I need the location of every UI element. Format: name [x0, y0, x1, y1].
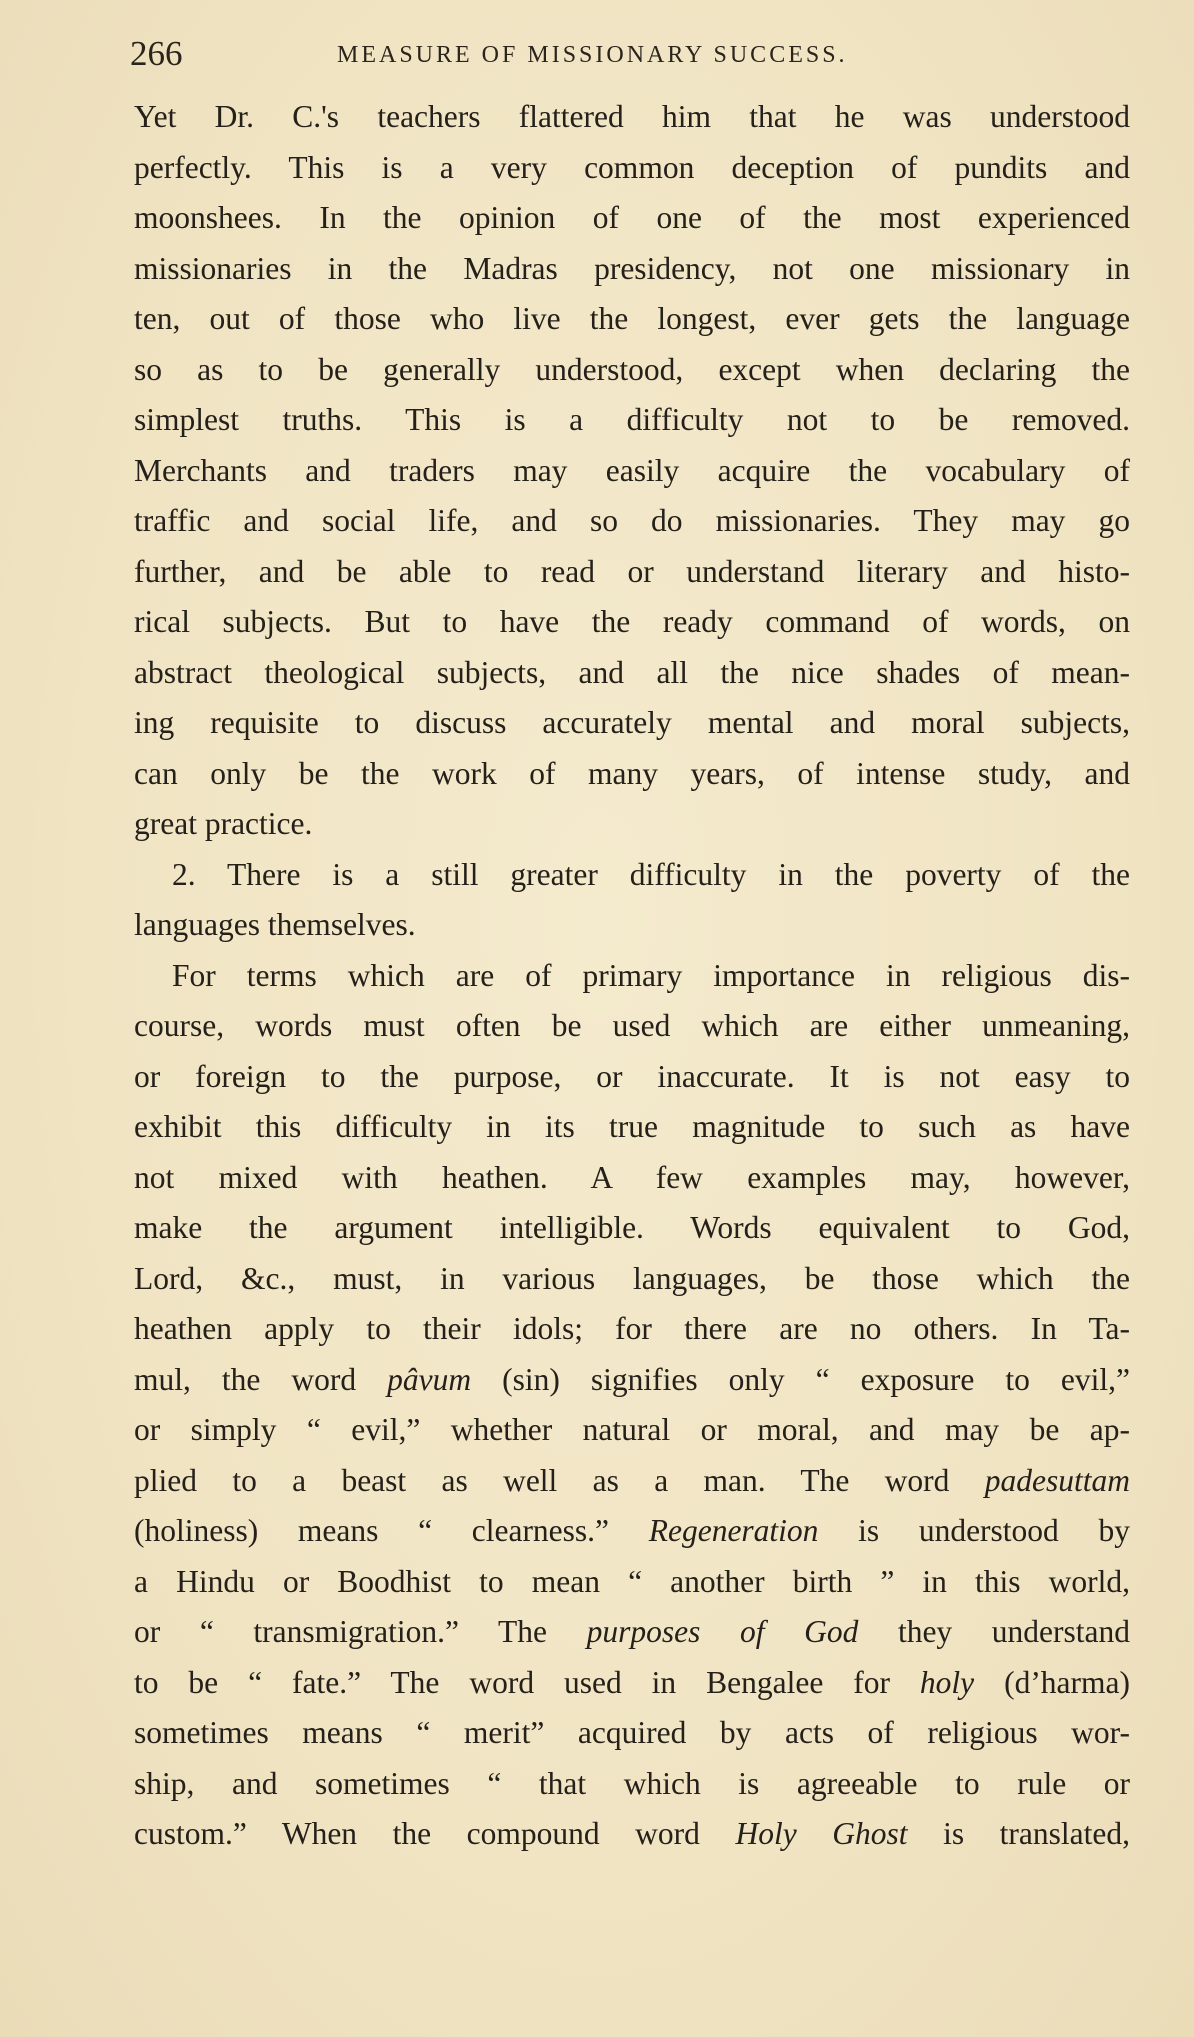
text-line: Yet Dr. C.'s teachers flattered him that he was understood — [134, 99, 1130, 134]
text-line: can only be the work of many years, of intense study, and — [134, 755, 1130, 791]
text-line: make the argument intelligible. Words equivalent to God, — [134, 1210, 1130, 1245]
italic-term: purposes of God — [586, 1614, 859, 1649]
text-segment: is translated, — [943, 1816, 1130, 1851]
text-line — [134, 1658, 1130, 1709]
text-line: simplest truths. This is a difficulty not to be removed. — [134, 402, 1130, 437]
text-line: or simply “ evil,” whether natural or moral, and may be ap- — [134, 1412, 1130, 1447]
text-line — [134, 1809, 1130, 1860]
page-number: 266 — [130, 34, 183, 73]
text-segment: custom.” When the compound word — [134, 1816, 700, 1851]
text-line: heathen apply to their idols; for there are no others. In Ta- — [134, 1311, 1130, 1346]
text-line: Merchants and traders may easily acquire the vocabulary of — [134, 452, 1130, 488]
text-segment: mul, the word — [134, 1361, 357, 1397]
text-segment: is understood by — [858, 1513, 1130, 1548]
italic-term: Regeneration — [648, 1513, 819, 1548]
text-line — [134, 1607, 1130, 1658]
text-line: further, and be able to read or understand literary and histo- — [134, 553, 1130, 589]
text-line: rical subjects. But to have the ready command of words, on — [134, 604, 1130, 639]
text-line: moonshees. In the opinion of one of the most experienced — [134, 200, 1130, 235]
text-line: For terms which are of primary importance in religious dis- — [172, 957, 1130, 993]
text-segment: they understand — [897, 1614, 1130, 1649]
text-line: great practice. — [134, 806, 313, 841]
text-segment: (d’harma) — [1004, 1664, 1130, 1700]
text-line: not mixed with heathen. A few examples may, however, — [134, 1159, 1130, 1195]
italic-term: pâvum — [387, 1361, 472, 1397]
body-text — [134, 92, 1130, 1860]
text-segment: to be “ fate.” The word used in Bengalee for — [134, 1664, 890, 1700]
text-line: abstract theological subjects, and all the nice shades of mean- — [134, 654, 1130, 690]
italic-term: padesuttam — [984, 1462, 1130, 1498]
running-head — [130, 34, 1130, 78]
text-segment: plied to a beast as well as a man. The word — [134, 1462, 950, 1498]
text-line: Lord, &c., must, in various languages, be those which the — [134, 1260, 1130, 1296]
text-segment: or “ transmigration.” The — [134, 1614, 548, 1649]
text-line: course, words must often be used which are either unmeaning, — [134, 1008, 1130, 1043]
text-segment: (sin) signifies only “ exposure to evil,” — [502, 1361, 1130, 1397]
text-line: so as to be generally understood, except when declaring the — [134, 351, 1130, 387]
text-line: missionaries in the Madras presidency, not one missionary in — [134, 250, 1130, 286]
italic-term: holy — [919, 1664, 975, 1700]
text-line: a Hindu or Boodhist to mean “ another birth ” in this world, — [134, 1563, 1130, 1599]
text-line: 2. There is a still greater difficulty in the poverty of the — [172, 856, 1130, 892]
text-line: perfectly. This is a very common deception of pundits and — [134, 149, 1130, 185]
text-line: or foreign to the purpose, or inaccurate. It is not easy to — [134, 1058, 1130, 1094]
text-line: ship, and sometimes “ that which is agreeable to rule or — [134, 1765, 1130, 1801]
text-line — [134, 1506, 1130, 1557]
text-line: sometimes means “ merit” acquired by acts of religious wor- — [134, 1715, 1130, 1750]
text-line: languages themselves. — [134, 907, 416, 942]
running-title: MEASURE OF MISSIONARY SUCCESS. — [337, 42, 848, 68]
text-line: ten, out of those who live the longest, ever gets the language — [134, 301, 1130, 336]
text-line: exhibit this difficulty in its true magnitude to such as have — [134, 1109, 1130, 1144]
italic-term: Holy Ghost — [735, 1816, 908, 1851]
text-line: traffic and social life, and so do missionaries. They may go — [134, 503, 1130, 538]
text-line: ing requisite to discuss accurately mental and moral subjects, — [134, 705, 1130, 740]
text-line — [134, 1456, 1130, 1507]
text-segment: (holiness) means “ clearness.” — [134, 1513, 610, 1548]
text-line — [134, 1355, 1130, 1406]
